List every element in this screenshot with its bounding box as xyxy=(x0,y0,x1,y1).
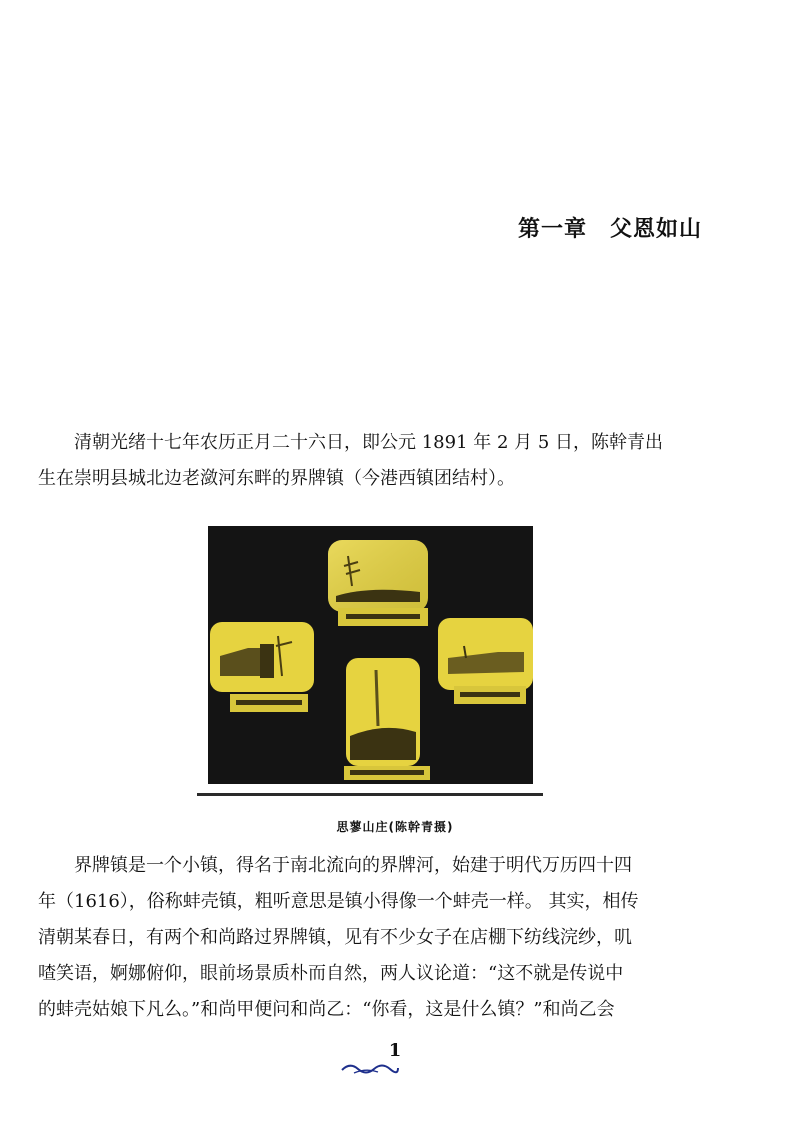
paragraph-line: 清朝某春日，有两个和尚路过界牌镇，见有不少女子在店棚下纺线浣纱，叽 xyxy=(38,927,632,948)
photo-top xyxy=(328,540,428,626)
wave-ornament-icon xyxy=(340,1060,400,1076)
photo-divider xyxy=(197,793,543,796)
paragraph-line: 界牌镇是一个小镇，得名于南北流向的界牌河，始建于明代万历四十四 xyxy=(38,855,632,876)
photo-bottom xyxy=(344,658,430,780)
photo-caption: 思蓼山庄(陈幹青摄) xyxy=(336,820,454,834)
paragraph-line: 的蚌壳姑娘下凡么。”和尚甲便问和尚乙：“你看，这是什么镇？”和尚乙会 xyxy=(38,999,615,1020)
chapter-title: 第一章 父恩如山 xyxy=(517,217,702,242)
photo-collage-image xyxy=(208,526,533,784)
paragraph-line: 年（1616），俗称蚌壳镇，粗听意思是镇小得像一个蚌壳一样。 其实，相传 xyxy=(38,891,639,912)
paragraph-1 xyxy=(38,425,710,497)
photo-collage xyxy=(208,526,533,784)
paragraph-2 xyxy=(38,848,710,1028)
paragraph-line: 生在崇明县城北边老潋河东畔的界牌镇（今港西镇团结村）。 xyxy=(38,468,515,489)
paragraph-line: 清朝光绪十七年农历正月二十六日，即公元 1891 年 2 月 5 日，陈幹青出 xyxy=(38,432,664,453)
page-number: 1 xyxy=(388,1040,402,1061)
paragraph-line: 喳笑语，婀娜俯仰，眼前场景质朴而自然，两人议论道：“这不就是传说中 xyxy=(38,963,624,984)
